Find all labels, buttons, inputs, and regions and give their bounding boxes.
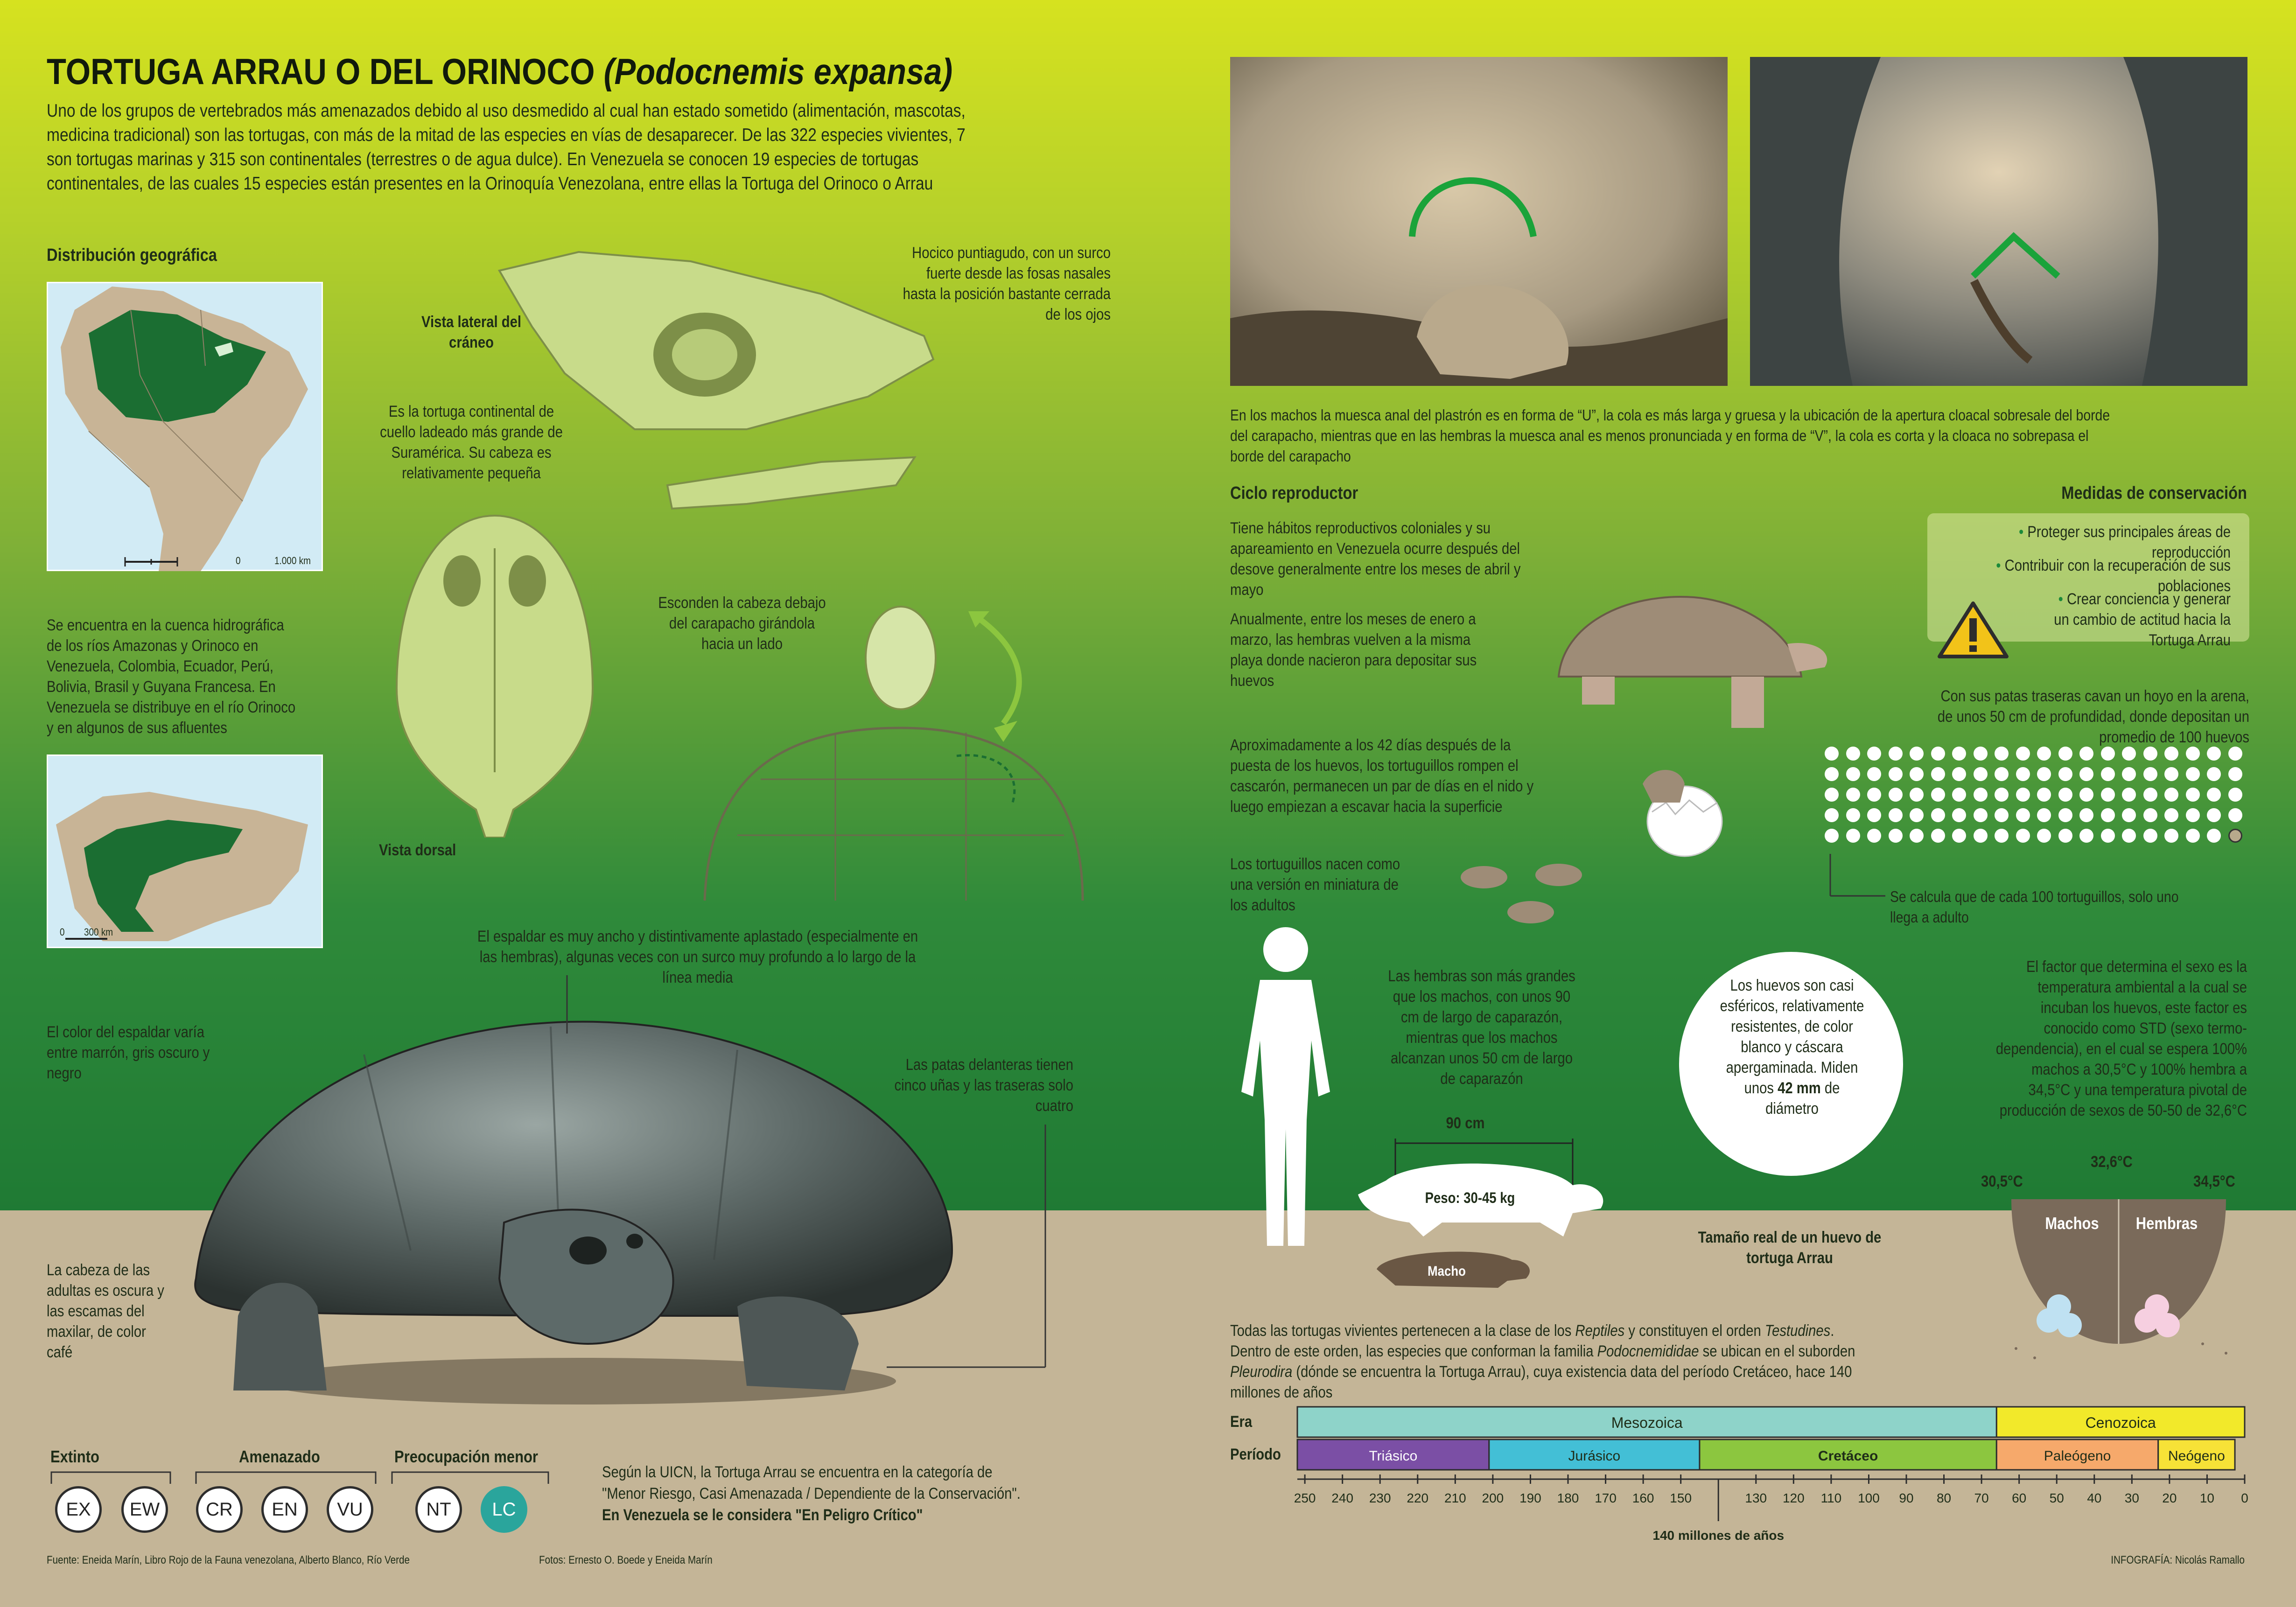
egg-dot <box>2228 747 2242 761</box>
egg-dot <box>1867 747 1881 761</box>
source-credit: Fuente: Eneida Marín, Libro Rojo de la Fauna venezolana, Alberto Blanco, Río Verde <box>47 1554 410 1566</box>
egg-dot <box>2164 767 2178 781</box>
conservation-item-1: • Proteger sus principales áreas de reproducción <box>2019 523 2231 561</box>
egg-dot <box>2079 788 2093 802</box>
timeline-tick-label: 170 <box>1595 1491 1617 1505</box>
survival-text: Se calcula que de cada 100 tortuguillos, solo uno llega a adulto <box>1890 888 2179 926</box>
males-label: Machos <box>2045 1214 2099 1233</box>
egg-dot <box>1889 829 1903 843</box>
females-label: Hembras <box>2135 1214 2198 1233</box>
conservation-item-2: • Contribuir con la recuperación de sus poblaciones <box>1996 557 2231 595</box>
egg-dot <box>1952 747 1966 761</box>
egg-dot <box>2037 829 2051 843</box>
egg-dot <box>2016 829 2030 843</box>
females-size-text: Las hembras son más grandes que los machos, con unos 90 cm de largo de caparazón, mientras que los machos alcanzan unos 50 cm de largo de caparazón <box>1388 967 1575 1088</box>
nesting-turtle-illustration <box>1554 583 1834 733</box>
hatchling-egg-illustration <box>1633 756 1736 859</box>
egg-dot <box>2228 788 2242 802</box>
page-title: TORTUGA ARRAU O DEL ORINOCO (Podocnemis expansa) <box>47 51 953 92</box>
egg-dot <box>2079 747 2093 761</box>
egg-dot <box>1846 808 1860 822</box>
egg-dot <box>2207 829 2221 843</box>
status-brackets <box>47 1467 560 1486</box>
venezuela-map <box>47 755 323 948</box>
egg-dot <box>2143 747 2157 761</box>
egg-dot <box>2186 829 2200 843</box>
timeline-tick-label: 70 <box>1974 1491 1989 1505</box>
egg-dot <box>2016 808 2030 822</box>
skull-dorsal-label: Vista dorsal <box>379 841 456 859</box>
skull-lateral-label: Vista lateral del cráneo <box>421 313 522 351</box>
egg-dot <box>2228 808 2242 822</box>
egg-dot <box>2164 829 2178 843</box>
colonial-text: Tiene hábitos reproductivos coloniales y su apareamiento en Venezuela ocurre después del desove generalmente entre los meses de abril y mayo <box>1230 519 1521 599</box>
reproduction-heading: Ciclo reproductor <box>1230 483 1358 503</box>
geologic-timeline <box>1293 1404 2254 1544</box>
egg-dot <box>1910 788 1924 802</box>
egg-dot <box>2037 788 2051 802</box>
egg-dot <box>1889 767 1903 781</box>
timeline-tick-label: 130 <box>1745 1491 1767 1505</box>
egg-dot <box>2122 829 2136 843</box>
egg-dot <box>2164 788 2178 802</box>
female-plastron-photo <box>1750 57 2247 386</box>
nest-text: Con sus patas traseras cavan un hoyo en la arena, de unos 50 cm de profundidad, donde depositan un promedio de 100 huevos <box>1937 687 2249 746</box>
egg-dot <box>1825 788 1839 802</box>
egg-dot <box>1974 829 1988 843</box>
conservation-heading: Medidas de conservación <box>2061 483 2247 503</box>
marker-140-label: 140 millones de años <box>1652 1528 1785 1543</box>
egg-dot <box>1867 767 1881 781</box>
egg-dot <box>1995 747 2009 761</box>
egg-dot <box>1995 767 2009 781</box>
timeline-tick-label: 0 <box>2241 1491 2248 1505</box>
infographic-credit: INFOGRAFÍA: Nicolás Ramallo <box>2111 1554 2245 1566</box>
egg-dot <box>1910 747 1924 761</box>
timeline-tick-label: 120 <box>1782 1491 1805 1505</box>
scale-sa-label: 1.000 km <box>274 555 311 566</box>
egg-dot <box>1974 767 1988 781</box>
egg-dot <box>2207 808 2221 822</box>
hatchlings-illustration <box>1456 859 1610 929</box>
miniature-text: Los tortuguillos nacen como una versión en miniatura de los adultos <box>1230 855 1400 914</box>
egg-dot <box>2186 788 2200 802</box>
timeline-tick-label: 30 <box>2124 1491 2139 1505</box>
period-name: Jurásico <box>1568 1448 1621 1464</box>
egg-dot <box>1910 767 1924 781</box>
era-name: Cenozoica <box>2085 1414 2156 1431</box>
egg-dot <box>2079 808 2093 822</box>
arrau-turtle-photo <box>177 989 980 1409</box>
period-name: Triásico <box>1369 1448 1418 1464</box>
extinct-label: Extinto <box>50 1447 99 1466</box>
timeline-tick-label: 220 <box>1407 1491 1429 1505</box>
egg-dot <box>1952 767 1966 781</box>
egg-dot <box>1952 808 1966 822</box>
male-label: Macho <box>1428 1264 1466 1279</box>
egg-dot <box>2207 767 2221 781</box>
timeline-tick-label: 190 <box>1519 1491 1541 1505</box>
egg-text: Los huevos son casi esféricos, relativamente resistentes, de color blanco y cáscara apergaminada. Miden unos 42 mm de diámetro <box>1720 977 1864 1118</box>
egg-dot <box>1974 788 1988 802</box>
egg-dot <box>1846 747 1860 761</box>
timeline-tick-label: 210 <box>1444 1491 1466 1505</box>
distribution-heading: Distribución geográfica <box>47 245 217 265</box>
photo-credit: Fotos: Ernesto O. Boede y Eneida Marín <box>539 1554 713 1566</box>
egg-dot <box>2122 788 2136 802</box>
egg-dot <box>2186 808 2200 822</box>
egg-dot <box>1931 747 1945 761</box>
egg-dot <box>1952 788 1966 802</box>
egg-dot <box>1931 808 1945 822</box>
timeline-tick-label: 40 <box>2087 1491 2102 1505</box>
survivor-egg-dot <box>2228 829 2242 843</box>
timeline-tick-label: 180 <box>1557 1491 1579 1505</box>
head-turn-diagram <box>695 602 1087 901</box>
snout-text: Hocico puntiagudo, con un surco fuerte desde las fosas nasales hasta la posición bastante cerrada de los ojos <box>903 244 1111 323</box>
timeline-tick-label: 230 <box>1369 1491 1391 1505</box>
timeline-tick-label: 50 <box>2049 1491 2064 1505</box>
egg-dot <box>2058 747 2072 761</box>
egg-dot <box>2101 808 2115 822</box>
badge-vu: VU <box>327 1486 373 1533</box>
egg-dot <box>2037 808 2051 822</box>
hide-head-text: Esconden la cabeza debajo del carapacho girándola hacia un lado <box>658 594 826 653</box>
timeline-tick-label: 240 <box>1331 1491 1354 1505</box>
badge-lc: LC <box>481 1486 527 1533</box>
timeline-tick-label: 10 <box>2199 1491 2215 1505</box>
period-name: Neógeno <box>2168 1448 2225 1464</box>
annual-text: Anualmente, entre los meses de enero a marzo, las hembras vuelven a la misma playa donde nacieron para depositar sus huevos <box>1230 610 1477 690</box>
egg-dot <box>2143 829 2157 843</box>
egg-dot <box>2016 767 2030 781</box>
egg-dot <box>1889 788 1903 802</box>
timeline-tick-label: 80 <box>1936 1491 1952 1505</box>
egg-dot <box>2037 767 2051 781</box>
egg-size-bold: 42 mm <box>1778 1079 1821 1097</box>
period-name: Cretáceo <box>1818 1448 1878 1464</box>
head-color-text: La cabeza de las adultas es oscura y las escamas del maxilar, de color café <box>47 1261 164 1361</box>
egg-dot <box>1931 829 1945 843</box>
egg-dot <box>2037 747 2051 761</box>
temp-pivot-label: 32,6°C <box>2091 1153 2133 1171</box>
evolution-text: Todas las tortugas vivientes pertenecen a la clase de los Reptiles y constituyen el orden Testudines. Dentro de este orden, las especies que conforman la familia Podocnemididae se ubican en el suborden Pleurodira (dónde se encuentra la Tortuga Arrau), cuya existencia data del período Cretáceo, hace 140 millones de años <box>1230 1322 1855 1401</box>
era-name: Mesozoica <box>1611 1414 1683 1431</box>
egg-dot <box>1995 829 2009 843</box>
length-label: 90 cm <box>1446 1114 1485 1132</box>
egg-dot <box>2186 747 2200 761</box>
egg-dot <box>2101 767 2115 781</box>
egg-dot <box>1825 767 1839 781</box>
egg-dot <box>2079 829 2093 843</box>
scale-sa-zero: 0 <box>236 555 241 566</box>
egg-dot <box>1846 767 1860 781</box>
period-label: Período <box>1230 1446 1281 1463</box>
timeline-tick-label: 250 <box>1294 1491 1316 1505</box>
egg-dot <box>1825 747 1839 761</box>
egg-dot <box>2122 747 2136 761</box>
timeline-tick-label: 200 <box>1482 1491 1504 1505</box>
threatened-label: Amenazado <box>239 1447 320 1466</box>
egg-dot <box>2058 788 2072 802</box>
egg-dot <box>1889 808 1903 822</box>
egg-dot <box>2079 767 2093 781</box>
egg-dot <box>2058 808 2072 822</box>
timeline-tick-label: 110 <box>1820 1491 1842 1505</box>
egg-dot <box>1846 788 1860 802</box>
status-text-bold: En Venezuela se le considera "En Peligro Crítico" <box>602 1506 923 1524</box>
warning-icon <box>1936 600 2010 660</box>
egg-dot <box>2101 747 2115 761</box>
egg-dot <box>1825 808 1839 822</box>
skull-dorsal-illustration <box>392 511 597 838</box>
egg-caption: Tamaño real de un huevo de tortuga Arrau <box>1698 1229 1882 1267</box>
egg-dot-grid <box>1825 747 2249 854</box>
badge-nt: NT <box>415 1486 462 1533</box>
egg-dot <box>2143 808 2157 822</box>
egg-dot <box>2164 747 2178 761</box>
egg-dot <box>2016 747 2030 761</box>
distribution-text: Se encuentra en la cuenca hidrográfica de los ríos Amazonas y Orinoco en Venezuela, Colombia, Ecuador, Perú, Bolivia, Brasil y Guyana Francesa. En Venezuela se distribuye en el río Orinoco y en algunos de sus afluentes <box>47 616 296 737</box>
sex-photos-caption: En los machos la muesca anal del plastrón es en forma de “U”, la cola es más larga y gruesa y la ubicación de la apertura cloacal sobresale del borde del carapacho, mientras que en las hembras la muesca anal es menos pronunciada y en forma de “V”, la cola es corta y la cloaca no sobrepasa el borde del carapacho <box>1230 406 2110 465</box>
egg-dot <box>1931 767 1945 781</box>
badge-en: EN <box>261 1486 308 1533</box>
human-silhouette <box>1237 924 1335 1246</box>
egg-dot <box>1867 788 1881 802</box>
egg-dot <box>2101 788 2115 802</box>
egg-dot <box>1974 808 1988 822</box>
status-text: Según la UICN, la Tortuga Arrau se encuentra en la categoría de "Menor Riesgo, Casi Amenazada / Dependiente de la Conservación". En Venezuela se le considera "En Peligro Crítico" <box>602 1463 1021 1524</box>
egg-dot <box>1910 829 1924 843</box>
intro-text: Uno de los grupos de vertebrados más amenazados debido al uso desmedido al cual han estado sometido (alimentación, mascotas, medicina tradicional) son las tortugas, con más de la mitad de las especies en vías de desaparecer. De las 322 especies vivientes, 7 son tortugas marinas y 315 son continentales (terrestres o de agua dulce). En Venezuela se conocen 19 especies de tortugas continentales, de las cuales 15 especies están presentes en la Orinoquía Venezolana, entre ellas la Tortuga del Orinoco o Arrau <box>47 101 966 194</box>
south-america-map <box>47 282 323 571</box>
spaldar-text: El espaldar es muy ancho y distintivamente aplastado (especialmente en las hembras), algunas veces con un surco muy profundo a lo largo de la línea media <box>477 928 918 986</box>
egg-dot <box>2207 747 2221 761</box>
male-plastron-photo <box>1230 57 1728 386</box>
timeline-tick-label: 150 <box>1670 1491 1692 1505</box>
temp-low-label: 30,5°C <box>1981 1173 2023 1190</box>
egg-dot <box>2122 808 2136 822</box>
egg-dot <box>1995 788 2009 802</box>
egg-dot <box>2186 767 2200 781</box>
egg-dot <box>2101 829 2115 843</box>
weight-label: Peso: 30-45 kg <box>1425 1189 1515 1206</box>
least-concern-label: Preocupación menor <box>394 1447 538 1466</box>
egg-dot <box>1889 747 1903 761</box>
temp-high-label: 34,5°C <box>2193 1173 2235 1190</box>
egg-dot <box>2143 788 2157 802</box>
egg-dot <box>1995 808 2009 822</box>
neck-text: Es la tortuga continental de cuello ladeado más grande de Suramérica. Su cabeza es relativamente pequeña <box>380 403 563 482</box>
timeline-tick-label: 160 <box>1632 1491 1654 1505</box>
conservation-item-3: • Crear conciencia y generar un cambio de actitud hacia la Tortuga Arrau <box>2054 590 2231 649</box>
temperature-text: El factor que determina el sexo es la temperatura ambiental a la cual se incuban los huevos, este factor es conocido como STD (sexo termo-dependencia), en el cual se espera 100% machos a 30,5°C y 100% hembra a 34,5°C y una temperatura pivotal de producción de sexos de 50-50 de 32,6°C <box>1995 958 2247 1119</box>
timeline-tick-label: 60 <box>2012 1491 2027 1505</box>
badge-ex: EX <box>55 1486 102 1533</box>
egg-dot <box>2058 829 2072 843</box>
hatch-text: Aproximadamente a los 42 días después de la puesta de los huevos, los tortuguillos rompen el cascarón, permanecen un par de días en el nido y luego empiezan a escavar hacia la superficie <box>1230 736 1534 816</box>
badge-cr: CR <box>196 1486 243 1533</box>
egg-dot <box>1931 788 1945 802</box>
timeline-tick-label: 100 <box>1858 1491 1880 1505</box>
egg-dot <box>2164 808 2178 822</box>
legs-text: Las patas delanteras tienen cinco uñas y las traseras solo cuatro <box>894 1056 1073 1115</box>
egg-dot <box>2122 767 2136 781</box>
shell-color-text: El color del espaldar varía entre marrón, gris oscuro y negro <box>47 1023 210 1082</box>
egg-dot <box>2207 788 2221 802</box>
egg-dot <box>2228 767 2242 781</box>
egg-dot <box>2016 788 2030 802</box>
scientific-name: (Podocnemis expansa) <box>603 51 953 92</box>
timeline-tick-label: 20 <box>2162 1491 2177 1505</box>
egg-dot <box>1952 829 1966 843</box>
survival-connector <box>1820 840 1885 905</box>
egg-dot <box>1910 808 1924 822</box>
egg-dot <box>2143 767 2157 781</box>
scale-ve-zero: 0 <box>60 926 65 938</box>
scale-ve-label: 300 km <box>84 926 113 938</box>
egg-dot <box>2058 767 2072 781</box>
period-name: Paleógeno <box>2044 1448 2111 1464</box>
timeline-tick-label: 90 <box>1899 1491 1914 1505</box>
era-label: Era <box>1230 1413 1253 1431</box>
egg-dot <box>1867 808 1881 822</box>
egg-dot <box>1974 747 1988 761</box>
badge-ew: EW <box>121 1486 168 1533</box>
